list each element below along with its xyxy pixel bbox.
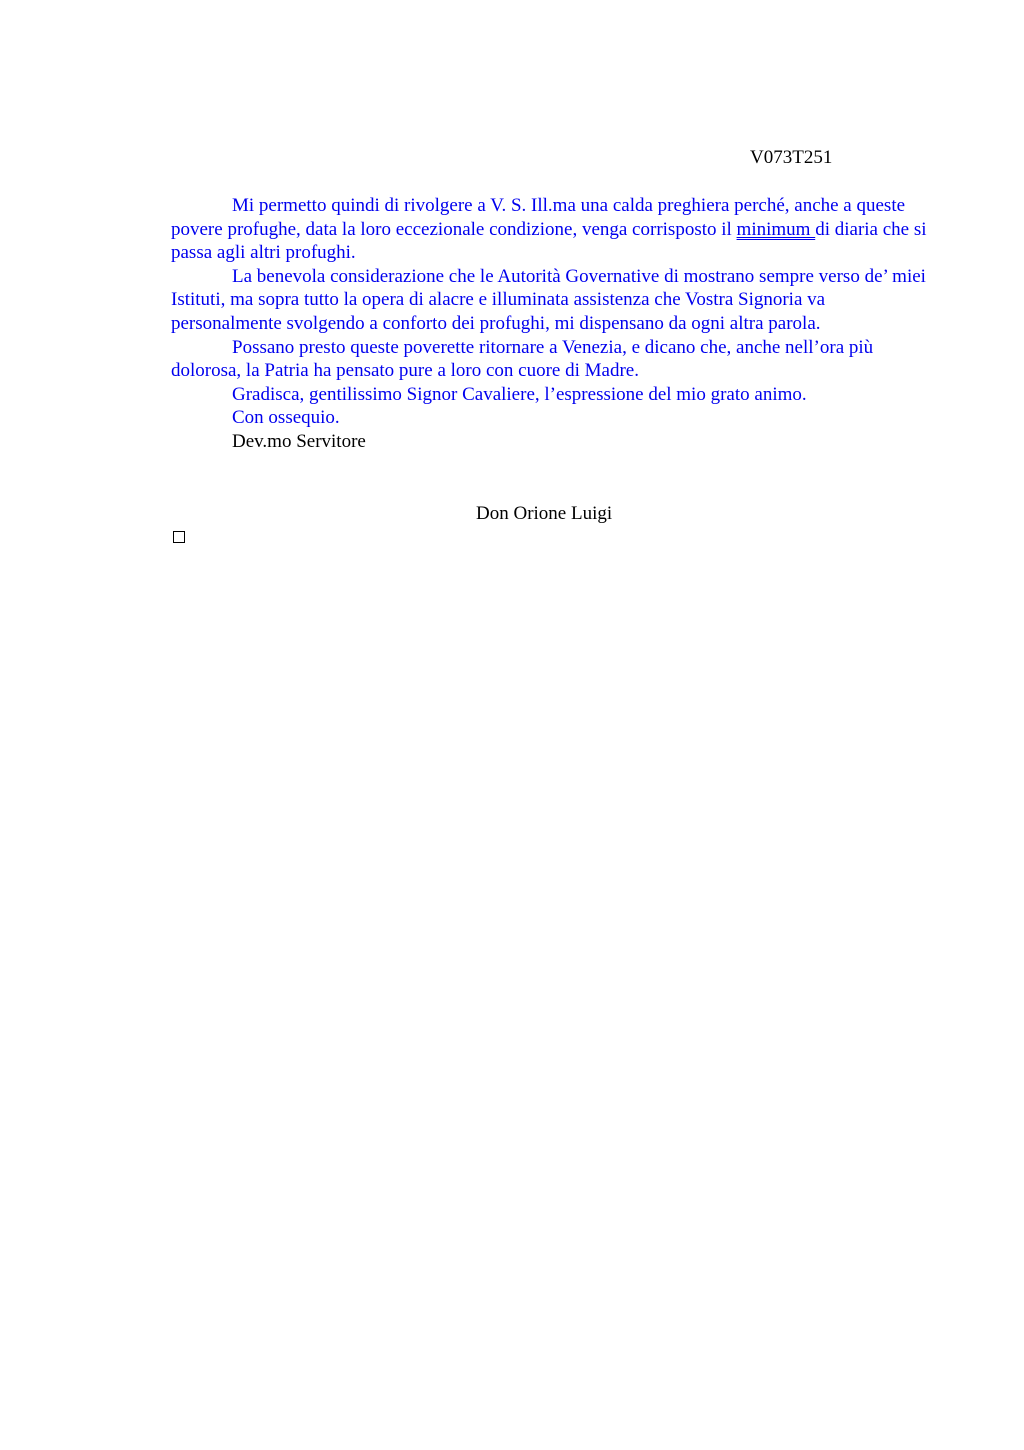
paragraph-regards: Con ossequio.: [232, 407, 340, 429]
emphasized-word: minimum: [736, 218, 816, 240]
checkbox-icon: [173, 531, 185, 543]
paragraph-request: [171, 194, 931, 265]
document-id-code: V073T251: [750, 147, 833, 168]
paragraph-gratitude: Gradisca, gentilissimo Signor Cavaliere, l’espressione del mio grato animo.: [232, 383, 807, 405]
signature: Don Orione Luigi: [476, 503, 613, 524]
paragraph-request-end: di diaria che si passa agli altri profughi.: [171, 218, 927, 264]
closing-line: Dev.mo Servitore: [232, 430, 366, 452]
paragraph-consideration: La benevola considerazione che le Autorità Governative di mostrano sempre verso de’ miei Istituti, ma sopra tutto la opera di alacre e illuminata assistenza che Vostra Signoria va personalmente svolgendo a conforto dei profughi, mi dispensano da ogni altra parola.: [171, 265, 926, 334]
paragraph-hope: Possano presto queste poverette ritornare a Venezia, e dicano che, anche nell’ora più dolorosa, la Patria ha pensato pure a loro con cuore di Madre.: [171, 336, 874, 382]
letter-body: [171, 194, 931, 454]
paragraph-request-text: Mi permetto quindi di rivolgere a V. S. Ill.ma una calda preghiera perché, anche a queste povere profughe, data la loro eccezionale condizione, venga corrisposto il: [171, 195, 906, 240]
